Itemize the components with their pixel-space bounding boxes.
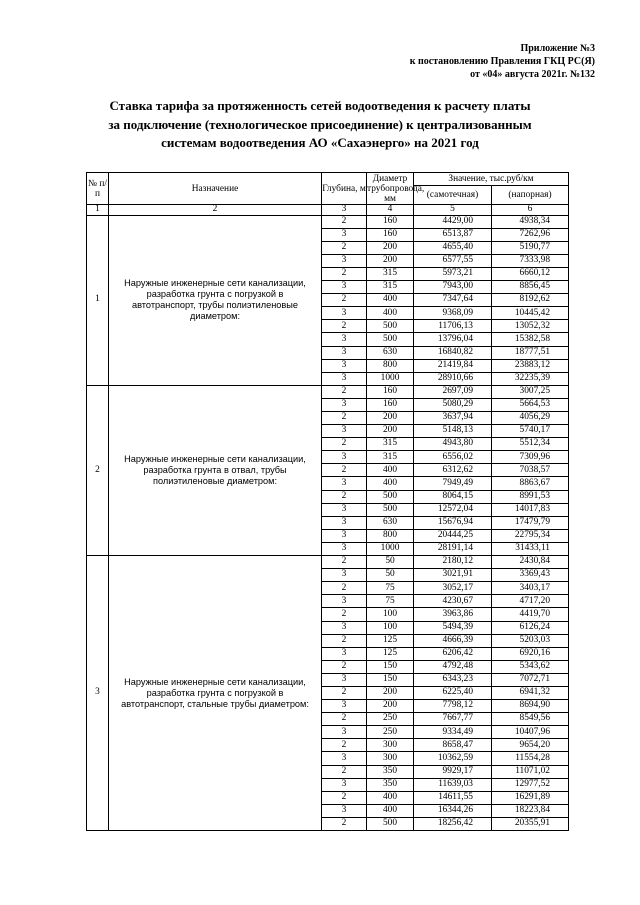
- gravity-value-cell: 7798,12: [414, 700, 492, 713]
- pressure-value-cell: 13052,32: [492, 320, 569, 333]
- pressure-value-cell: 3007,25: [492, 385, 569, 398]
- depth-cell: 3: [322, 621, 367, 634]
- depth-cell: 2: [322, 634, 367, 647]
- depth-cell: 3: [322, 542, 367, 555]
- column-numbers-row: [87, 205, 569, 216]
- gravity-value-cell: 18256,42: [414, 817, 492, 830]
- depth-cell: 3: [322, 346, 367, 359]
- gravity-value-cell: 6513,87: [414, 228, 492, 241]
- document-title: [60, 97, 580, 153]
- pressure-value-cell: 8856,45: [492, 281, 569, 294]
- depth-cell: 3: [322, 595, 367, 608]
- gravity-value-cell: 28191,14: [414, 542, 492, 555]
- gravity-value-cell: 6225,40: [414, 686, 492, 699]
- depth-cell: 3: [322, 647, 367, 660]
- diameter-cell: 75: [367, 582, 414, 595]
- column-number: 3: [322, 205, 367, 216]
- pressure-value-cell: 31433,11: [492, 542, 569, 555]
- gravity-value-cell: 6206,42: [414, 647, 492, 660]
- depth-cell: 3: [322, 673, 367, 686]
- diameter-cell: 350: [367, 778, 414, 791]
- pressure-value-cell: 32235,39: [492, 372, 569, 385]
- table-row: [87, 556, 569, 569]
- gravity-value-cell: 14611,55: [414, 791, 492, 804]
- gravity-value-cell: 28910,66: [414, 372, 492, 385]
- header-purpose: Назначение: [109, 173, 322, 205]
- gravity-value-cell: 9929,17: [414, 765, 492, 778]
- column-number: 5: [414, 205, 492, 216]
- gravity-value-cell: 7347,64: [414, 294, 492, 307]
- depth-cell: 2: [322, 556, 367, 569]
- depth-cell: 3: [322, 307, 367, 320]
- gravity-value-cell: 4943,80: [414, 438, 492, 451]
- pressure-value-cell: 5190,77: [492, 241, 569, 254]
- depth-cell: 3: [322, 477, 367, 490]
- diameter-cell: 100: [367, 621, 414, 634]
- diameter-cell: 160: [367, 385, 414, 398]
- gravity-value-cell: 4792,48: [414, 660, 492, 673]
- diameter-cell: 150: [367, 673, 414, 686]
- gravity-value-cell: 20444,25: [414, 529, 492, 542]
- gravity-value-cell: 4666,39: [414, 634, 492, 647]
- diameter-cell: 100: [367, 608, 414, 621]
- pressure-value-cell: 7038,57: [492, 464, 569, 477]
- depth-cell: 3: [322, 700, 367, 713]
- pressure-value-cell: 8192,62: [492, 294, 569, 307]
- pressure-value-cell: 18223,84: [492, 804, 569, 817]
- diameter-cell: 350: [367, 765, 414, 778]
- pressure-value-cell: 14017,83: [492, 503, 569, 516]
- diameter-cell: 400: [367, 464, 414, 477]
- pressure-value-cell: 7262,96: [492, 228, 569, 241]
- diameter-cell: 75: [367, 595, 414, 608]
- depth-cell: 3: [322, 372, 367, 385]
- depth-cell: 3: [322, 778, 367, 791]
- gravity-value-cell: 16840,82: [414, 346, 492, 359]
- pressure-value-cell: 2430,84: [492, 556, 569, 569]
- diameter-cell: 1000: [367, 542, 414, 555]
- pressure-value-cell: 23883,12: [492, 359, 569, 372]
- diameter-cell: 315: [367, 451, 414, 464]
- depth-cell: 2: [322, 215, 367, 228]
- depth-cell: 3: [322, 804, 367, 817]
- gravity-value-cell: 3052,17: [414, 582, 492, 595]
- gravity-value-cell: 3963,86: [414, 608, 492, 621]
- diameter-cell: 160: [367, 228, 414, 241]
- tariff-table: [86, 172, 569, 831]
- gravity-value-cell: 3637,94: [414, 412, 492, 425]
- row-group-purpose: Наружные инженерные сети канализации, разработка грунта с погрузкой в автотранспорт, стальные трубы диаметром:: [109, 556, 322, 831]
- depth-cell: 3: [322, 451, 367, 464]
- header-no: № п/п: [87, 173, 109, 205]
- table-row: [87, 215, 569, 228]
- diameter-cell: 800: [367, 359, 414, 372]
- depth-cell: 3: [322, 228, 367, 241]
- appendix-line-3: от «04» августа 2021г. №132: [470, 69, 595, 80]
- pressure-value-cell: 8991,53: [492, 490, 569, 503]
- pressure-value-cell: 20355,91: [492, 817, 569, 830]
- diameter-cell: 315: [367, 281, 414, 294]
- gravity-value-cell: 7943,00: [414, 281, 492, 294]
- depth-cell: 3: [322, 503, 367, 516]
- depth-cell: 2: [322, 791, 367, 804]
- depth-cell: 2: [322, 686, 367, 699]
- depth-cell: 2: [322, 817, 367, 830]
- depth-cell: 3: [322, 254, 367, 267]
- diameter-cell: 500: [367, 817, 414, 830]
- diameter-cell: 200: [367, 686, 414, 699]
- gravity-value-cell: 5148,13: [414, 425, 492, 438]
- gravity-value-cell: 16344,26: [414, 804, 492, 817]
- pressure-value-cell: 5343,62: [492, 660, 569, 673]
- diameter-cell: 125: [367, 647, 414, 660]
- gravity-value-cell: 8658,47: [414, 739, 492, 752]
- column-number: 2: [109, 205, 322, 216]
- gravity-value-cell: 6312,62: [414, 464, 492, 477]
- row-group-number: 1: [87, 215, 109, 385]
- diameter-cell: 150: [367, 660, 414, 673]
- gravity-value-cell: 4429,00: [414, 215, 492, 228]
- diameter-cell: 200: [367, 700, 414, 713]
- depth-cell: 3: [322, 333, 367, 346]
- pressure-value-cell: 4938,34: [492, 215, 569, 228]
- gravity-value-cell: 3021,91: [414, 569, 492, 582]
- diameter-cell: 630: [367, 346, 414, 359]
- diameter-cell: 50: [367, 569, 414, 582]
- diameter-cell: 1000: [367, 372, 414, 385]
- diameter-cell: 300: [367, 739, 414, 752]
- depth-cell: 3: [322, 529, 367, 542]
- pressure-value-cell: 6941,32: [492, 686, 569, 699]
- diameter-cell: 400: [367, 804, 414, 817]
- pressure-value-cell: 8549,56: [492, 713, 569, 726]
- diameter-cell: 200: [367, 425, 414, 438]
- pressure-value-cell: 4419,70: [492, 608, 569, 621]
- diameter-cell: 250: [367, 713, 414, 726]
- pressure-value-cell: 5203,03: [492, 634, 569, 647]
- depth-cell: 2: [322, 739, 367, 752]
- pressure-value-cell: 3369,43: [492, 569, 569, 582]
- depth-cell: 2: [322, 608, 367, 621]
- pressure-value-cell: 6660,12: [492, 267, 569, 280]
- pressure-value-cell: 11554,28: [492, 752, 569, 765]
- pressure-value-cell: 7309,96: [492, 451, 569, 464]
- diameter-cell: 160: [367, 398, 414, 411]
- row-group-purpose: Наружные инженерные сети канализации, разработка грунта с погрузкой в автотранспорт, трубы полиэтиленовые диаметром:: [109, 215, 322, 385]
- gravity-value-cell: 4230,67: [414, 595, 492, 608]
- diameter-cell: 125: [367, 634, 414, 647]
- depth-cell: 2: [322, 713, 367, 726]
- depth-cell: 3: [322, 752, 367, 765]
- gravity-value-cell: 9334,49: [414, 726, 492, 739]
- row-group-purpose: Наружные инженерные сети канализации, разработка грунта в отвал, трубы полиэтиленовые диаметром:: [109, 385, 322, 555]
- gravity-value-cell: 6577,55: [414, 254, 492, 267]
- appendix-line-2: к постановлению Правления ГКЦ РС(Я): [409, 56, 595, 67]
- depth-cell: 2: [322, 765, 367, 778]
- diameter-cell: 400: [367, 791, 414, 804]
- column-number: 6: [492, 205, 569, 216]
- gravity-value-cell: 2697,09: [414, 385, 492, 398]
- pressure-value-cell: 3403,17: [492, 582, 569, 595]
- pressure-value-cell: 5740,17: [492, 425, 569, 438]
- diameter-cell: 200: [367, 254, 414, 267]
- diameter-cell: 200: [367, 241, 414, 254]
- pressure-value-cell: 9654,20: [492, 739, 569, 752]
- column-number: 4: [367, 205, 414, 216]
- gravity-value-cell: 5973,21: [414, 267, 492, 280]
- pressure-value-cell: 8694,90: [492, 700, 569, 713]
- appendix-header: [410, 42, 595, 81]
- header-depth: Глубина, м: [322, 173, 367, 205]
- pressure-value-cell: 4056,29: [492, 412, 569, 425]
- gravity-value-cell: 12572,04: [414, 503, 492, 516]
- depth-cell: 2: [322, 267, 367, 280]
- row-group-number: 3: [87, 556, 109, 831]
- depth-cell: 3: [322, 281, 367, 294]
- gravity-value-cell: 21419,84: [414, 359, 492, 372]
- diameter-cell: 250: [367, 726, 414, 739]
- header-pressure: (напорная): [492, 186, 569, 205]
- gravity-value-cell: 11706,13: [414, 320, 492, 333]
- pressure-value-cell: 10445,42: [492, 307, 569, 320]
- gravity-value-cell: 6556,02: [414, 451, 492, 464]
- diameter-cell: 500: [367, 503, 414, 516]
- diameter-cell: 400: [367, 477, 414, 490]
- pressure-value-cell: 6126,24: [492, 621, 569, 634]
- row-group-number: 2: [87, 385, 109, 555]
- depth-cell: 2: [322, 438, 367, 451]
- diameter-cell: 400: [367, 307, 414, 320]
- diameter-cell: 400: [367, 294, 414, 307]
- diameter-cell: 800: [367, 529, 414, 542]
- depth-cell: 2: [322, 490, 367, 503]
- pressure-value-cell: 17479,79: [492, 516, 569, 529]
- depth-cell: 3: [322, 359, 367, 372]
- diameter-cell: 500: [367, 333, 414, 346]
- gravity-value-cell: 13796,04: [414, 333, 492, 346]
- diameter-cell: 315: [367, 438, 414, 451]
- pressure-value-cell: 4717,20: [492, 595, 569, 608]
- diameter-cell: 300: [367, 752, 414, 765]
- column-number: 1: [87, 205, 109, 216]
- depth-cell: 2: [322, 294, 367, 307]
- depth-cell: 3: [322, 516, 367, 529]
- pressure-value-cell: 6920,16: [492, 647, 569, 660]
- title-line-3: системам водоотведения АО «Сахаэнерго» на 2021 год: [161, 135, 479, 150]
- depth-cell: 2: [322, 241, 367, 254]
- pressure-value-cell: 7072,71: [492, 673, 569, 686]
- diameter-cell: 50: [367, 556, 414, 569]
- gravity-value-cell: 7949,49: [414, 477, 492, 490]
- title-line-1: Ставка тарифа за протяженность сетей водоотведения к расчету платы: [109, 98, 531, 113]
- diameter-cell: 630: [367, 516, 414, 529]
- depth-cell: 2: [322, 412, 367, 425]
- gravity-value-cell: 5080,29: [414, 398, 492, 411]
- header-diameter: Диаметр трубопровода, мм: [367, 173, 425, 204]
- depth-cell: 2: [322, 464, 367, 477]
- header-value: Значение, тыс.руб/км: [414, 173, 569, 186]
- gravity-value-cell: 15676,94: [414, 516, 492, 529]
- pressure-value-cell: 7333,98: [492, 254, 569, 267]
- gravity-value-cell: 11639,03: [414, 778, 492, 791]
- depth-cell: 2: [322, 582, 367, 595]
- depth-cell: 3: [322, 726, 367, 739]
- depth-cell: 2: [322, 385, 367, 398]
- diameter-cell: 200: [367, 412, 414, 425]
- gravity-value-cell: 5494,39: [414, 621, 492, 634]
- diameter-cell: 500: [367, 490, 414, 503]
- pressure-value-cell: 12977,52: [492, 778, 569, 791]
- pressure-value-cell: 8863,67: [492, 477, 569, 490]
- gravity-value-cell: 8064,15: [414, 490, 492, 503]
- gravity-value-cell: 9368,09: [414, 307, 492, 320]
- depth-cell: 3: [322, 569, 367, 582]
- gravity-value-cell: 6343,23: [414, 673, 492, 686]
- pressure-value-cell: 5512,34: [492, 438, 569, 451]
- gravity-value-cell: 7667,77: [414, 713, 492, 726]
- depth-cell: 2: [322, 660, 367, 673]
- gravity-value-cell: 10362,59: [414, 752, 492, 765]
- diameter-cell: 500: [367, 320, 414, 333]
- table-row: [87, 385, 569, 398]
- pressure-value-cell: 11071,02: [492, 765, 569, 778]
- gravity-value-cell: 4655,40: [414, 241, 492, 254]
- depth-cell: 3: [322, 425, 367, 438]
- appendix-line-1: Приложение №3: [520, 43, 595, 54]
- pressure-value-cell: 16291,89: [492, 791, 569, 804]
- header-gravity: (самотечная): [414, 186, 492, 205]
- depth-cell: 3: [322, 398, 367, 411]
- pressure-value-cell: 10407,96: [492, 726, 569, 739]
- gravity-value-cell: 2180,12: [414, 556, 492, 569]
- pressure-value-cell: 15382,58: [492, 333, 569, 346]
- depth-cell: 2: [322, 320, 367, 333]
- pressure-value-cell: 5664,53: [492, 398, 569, 411]
- diameter-cell: 315: [367, 267, 414, 280]
- diameter-cell: 160: [367, 215, 414, 228]
- title-line-2: за подключение (технологическое присоединение) к централизованным: [108, 116, 532, 132]
- table-header-row: [87, 173, 569, 186]
- pressure-value-cell: 18777,51: [492, 346, 569, 359]
- pressure-value-cell: 22795,34: [492, 529, 569, 542]
